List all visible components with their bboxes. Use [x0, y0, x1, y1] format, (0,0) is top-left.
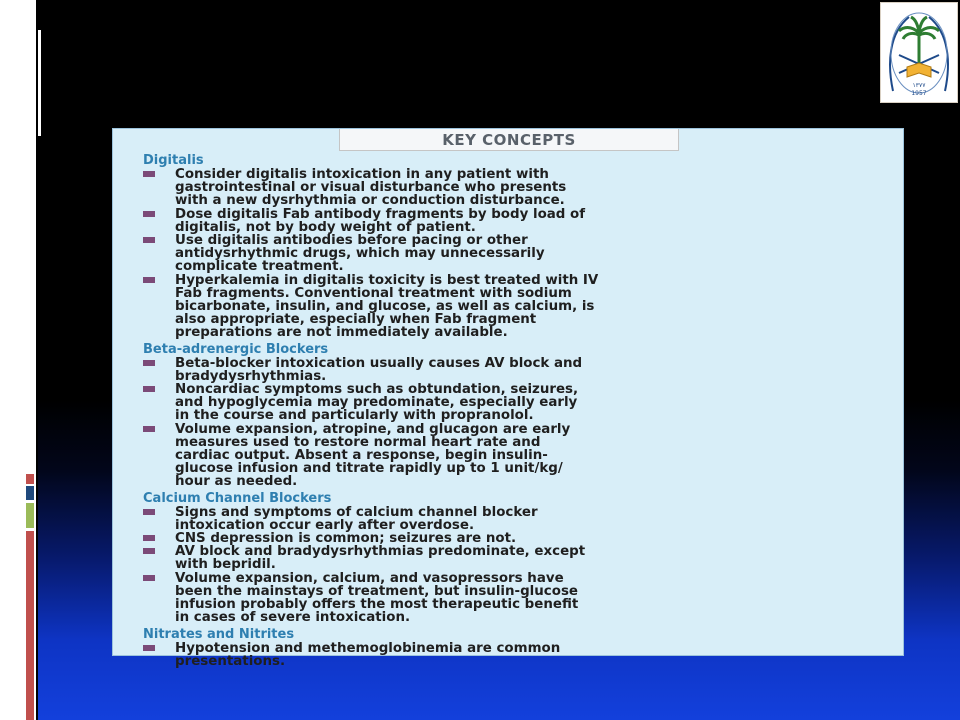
section-title: Digitalis — [143, 153, 204, 168]
bullet-line: measures used to restore normal heart rate and — [175, 434, 541, 450]
bullet-line: in the course and particularly with propranolol. — [175, 408, 534, 424]
bullet-square-icon — [143, 426, 155, 432]
banner-title: KEY CONCEPTS — [442, 131, 576, 149]
section-title: Nitrates and Nitrites — [143, 626, 295, 642]
key-concepts-banner — [339, 129, 679, 151]
bullet-square-icon — [143, 277, 155, 283]
bullet-line: AV block and bradydysrhythmias predominate, except — [175, 544, 586, 560]
bullet-square-icon — [143, 645, 155, 651]
bullet-line: glucose infusion and titrate rapidly up to 1 unit/kg/ — [175, 461, 563, 477]
bullet-line: Hypotension and methemoglobinemia are common — [175, 640, 561, 656]
bullet-line: CNS depression is common; seizures are not. — [175, 531, 517, 547]
bullet-line: Use digitalis antibodies before pacing or other — [175, 233, 528, 249]
bullet-square-icon — [143, 575, 155, 581]
bullet-line: Fab fragments. Conventional treatment with sodium — [175, 285, 572, 301]
bullet-line: gastrointestinal or visual disturbance who presents — [175, 180, 567, 196]
bullet-item — [143, 274, 891, 340]
bullet-item — [143, 545, 891, 571]
bullet-line: bradydysrhythmias. — [175, 368, 327, 384]
accent-bar-red-long — [26, 531, 34, 720]
corner-decoration — [18, 20, 42, 120]
bullet-line: preparations are not immediately available. — [175, 325, 508, 341]
bullet-item — [143, 234, 891, 274]
bullet-line: presentations. — [175, 653, 286, 669]
bullet-line: in cases of severe intoxication. — [175, 610, 411, 626]
accent-bar-red — [26, 474, 34, 484]
bullet-line: Volume expansion, atropine, and glucagon are early — [175, 421, 571, 437]
bullet-line: Noncardiac symptoms such as obtundation, seizures, — [175, 382, 579, 398]
logo-year-hijri: ١٣٧٧ — [912, 82, 926, 89]
logo-year: 1957 — [911, 90, 927, 97]
accent-bar-blue — [26, 486, 34, 500]
section-title: Calcium Channel Blockers — [143, 490, 332, 506]
bullet-square-icon — [143, 211, 155, 217]
bullet-line: antidysrhythmic drugs, which may unnecessarily — [175, 246, 545, 262]
bullet-square-icon — [143, 535, 155, 541]
bullet-square-icon — [143, 237, 155, 243]
bullet-square-icon — [143, 386, 155, 392]
bullet-line: bicarbonate, insulin, and glucose, as well as calcium, is — [175, 299, 595, 315]
accent-bar-green — [26, 503, 34, 528]
bullet-line: with bepridil. — [175, 557, 276, 573]
bullet-line: hour as needed. — [175, 474, 298, 490]
bullet-line: and hypoglycemia may predominate, especially early — [175, 395, 578, 411]
palm-swords-emblem-icon — [881, 3, 957, 102]
bullet-line: Signs and symptoms of calcium channel blocker — [175, 504, 538, 520]
bullet-item — [143, 506, 891, 532]
bullet-line: complicate treatment. — [175, 259, 344, 275]
bullet-item — [143, 642, 891, 668]
bullet-line: Hyperkalemia in digitalis toxicity is best treated with IV — [175, 272, 599, 288]
bullet-item — [143, 572, 891, 625]
bullet-line: with a new dysrhythmia or conduction disturbance. — [175, 193, 565, 209]
bullet-item — [143, 357, 891, 383]
bullet-square-icon — [143, 548, 155, 554]
concepts-content — [143, 154, 891, 671]
bullet-square-icon — [143, 360, 155, 366]
bullet-line: cardiac output. Absent a response, begin insulin- — [175, 448, 548, 464]
bullet-line: also appropriate, especially when Fab fragment — [175, 312, 537, 328]
bullet-line: Volume expansion, calcium, and vasopressors have — [175, 570, 564, 586]
bullet-item — [143, 168, 891, 208]
bullet-item — [143, 423, 891, 489]
bullet-line: Dose digitalis Fab antibody fragments by body load of — [175, 206, 586, 222]
bullet-line: been the mainstays of treatment, but insulin-glucose — [175, 583, 578, 599]
bullet-line: digitalis, not by body weight of patient. — [175, 219, 476, 235]
bullet-line: Consider digitalis intoxication in any patient with — [175, 167, 549, 182]
bullet-square-icon — [143, 171, 155, 177]
university-logo — [880, 2, 958, 103]
bullet-item — [143, 383, 891, 423]
bullet-line: intoxication occur early after overdose. — [175, 517, 475, 533]
bullet-square-icon — [143, 509, 155, 515]
key-concepts-panel — [112, 128, 904, 669]
bullet-item — [143, 208, 891, 234]
section-title: Beta-adrenergic Blockers — [143, 341, 329, 357]
bullet-line: infusion probably offers the most therapeutic benefit — [175, 597, 579, 613]
bullet-line: Beta-blocker intoxication usually causes AV block and — [175, 355, 583, 371]
